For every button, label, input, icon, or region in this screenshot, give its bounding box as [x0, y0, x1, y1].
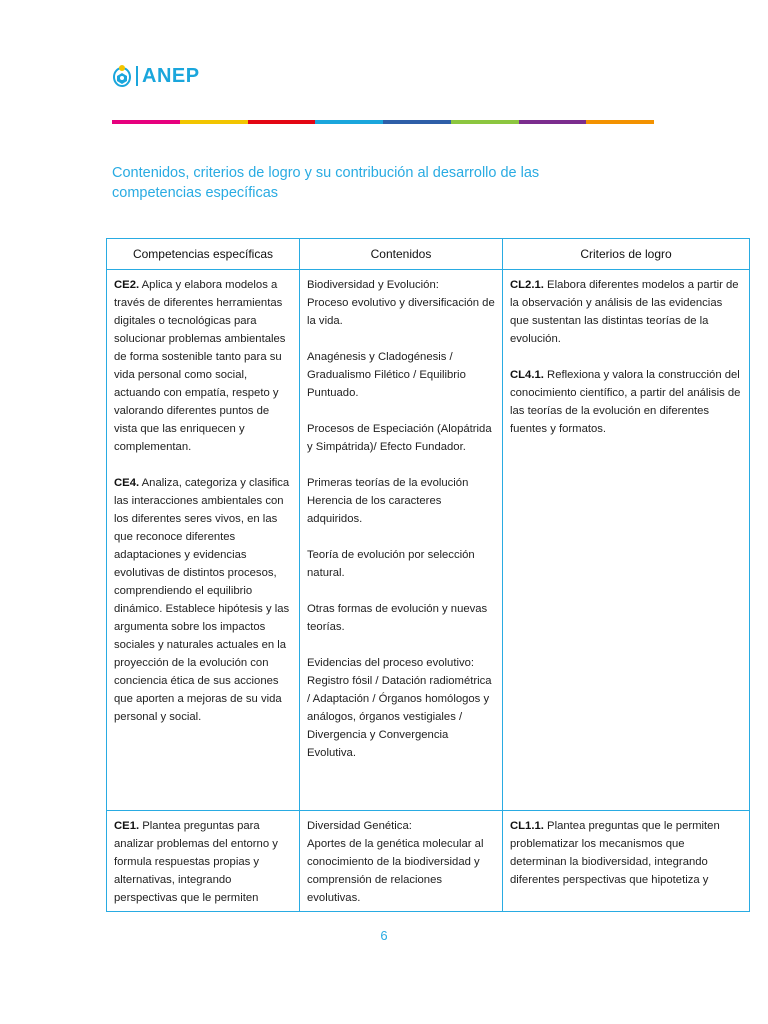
criterio-text: Elabora diferentes modelos a partir de la observación y análisis de las evidencias que sustentan las distintas teorías de la evolución. [510, 279, 739, 345]
contenido-item: Diversidad Genética: Aportes de la genética molecular al conocimiento de la biodiversidad y comprensión de relaciones evolutivas. [307, 820, 484, 904]
contenido-item: Anagénesis y Cladogénesis / Gradualismo Filético / Equilibrio Puntuado. [307, 351, 466, 399]
stripe-segment [519, 120, 587, 124]
contenidos-cell [300, 811, 503, 912]
contenido-item: Procesos de Especiación (Alopátrida y Simpátrida)/ Efecto Fundador. [307, 423, 492, 453]
criterio-text: Plantea preguntas que le permiten problematizar los mecanismos que determinan la biodiversidad, integrando diferentes perspectivas que hipotetiza y [510, 820, 720, 886]
competencia-text: Aplica y elabora modelos a través de diferentes herramientas digitales o tecnológicas para solucionar problemas ambientales de forma sostenible tanto para su vida personal como social, actuando con empatía, respeto y valorando diferentes puntos de vista que las enriquecen y complementan. [114, 279, 286, 453]
competencia-item [114, 474, 293, 726]
contenido-item: Primeras teorías de la evolución Herencia de los caracteres adquiridos. [307, 477, 469, 525]
contenido-item: Teoría de evolución por selección natural. [307, 549, 475, 579]
competencia-text: Plantea preguntas para analizar problemas del entorno y formula respuestas propias y alternativas, integrando perspectivas que le permiten [114, 820, 278, 904]
stripe-segment [586, 120, 654, 124]
criterio-code: CL1.1. [510, 820, 544, 832]
header-color-stripe [112, 120, 654, 124]
stripe-segment [248, 120, 316, 124]
criterio-code: CL2.1. [510, 279, 544, 291]
contenidos-cell [300, 270, 503, 811]
criterio-item [510, 817, 743, 889]
competencia-code: CE2. [114, 279, 140, 291]
criterios-cell [503, 270, 750, 811]
section-title: Contenidos, criterios de logro y su contribución al desarrollo de las competencias específicas [112, 165, 540, 201]
contenido-item: Otras formas de evolución y nuevas teorías. [307, 603, 488, 633]
stripe-segment [451, 120, 519, 124]
competencia-text: Analiza, categoriza y clasifica las interacciones ambientales con los diferentes seres vivos, en las que reconoce diferentes adaptaciones y evidencias evolutivas de distintos procesos, comprendiendo el equilibrio dinámico. Establece hipótesis y las argumenta sobre los impactos sociales y naturales actuales en la proyección de la evolución con conciencia ética de sus acciones que aporten a mejoras de su vida personal y social. [114, 477, 290, 723]
competencia-item [114, 817, 293, 907]
competencia-code: CE1. [114, 820, 140, 832]
coat-of-arms-icon [112, 64, 132, 88]
competencias-cell [107, 811, 300, 912]
table-row [107, 811, 750, 912]
header-contenidos: Contenidos [300, 239, 503, 270]
criterio-item [510, 366, 743, 438]
stripe-segment [383, 120, 451, 124]
criterio-item [510, 276, 743, 348]
stripe-segment [112, 120, 180, 124]
criterio-code: CL4.1. [510, 369, 544, 381]
criterio-text: Reflexiona y valora la construcción del conocimiento científico, a partir del análisis de las teorías de la evolución en diferentes fuentes y formatos. [510, 369, 741, 435]
table-row [107, 270, 750, 811]
header-competencias: Competencias específicas [107, 239, 300, 270]
competencias-cell [107, 270, 300, 811]
stripe-segment [315, 120, 383, 124]
competencia-item [114, 276, 293, 456]
page-number: 6 [380, 928, 388, 943]
criterios-cell [503, 811, 750, 912]
logo-text: ANEP [142, 64, 200, 87]
stripe-segment [180, 120, 248, 124]
logo-divider [136, 66, 138, 86]
contenido-item: Biodiversidad y Evolución: Proceso evolutivo y diversificación de la vida. [307, 279, 495, 327]
anep-logo [112, 62, 200, 90]
competencia-code: CE4. [114, 477, 140, 489]
contenido-item: Evidencias del proceso evolutivo: Registro fósil / Datación radiométrica / Adaptación / Órganos homólogos y análogos, órganos vestigiales / Divergencia y Convergencia Evolutiva. [307, 657, 492, 759]
competencies-table [106, 238, 750, 912]
header-criterios: Criterios de logro [503, 239, 750, 270]
table-header-row [107, 239, 750, 270]
